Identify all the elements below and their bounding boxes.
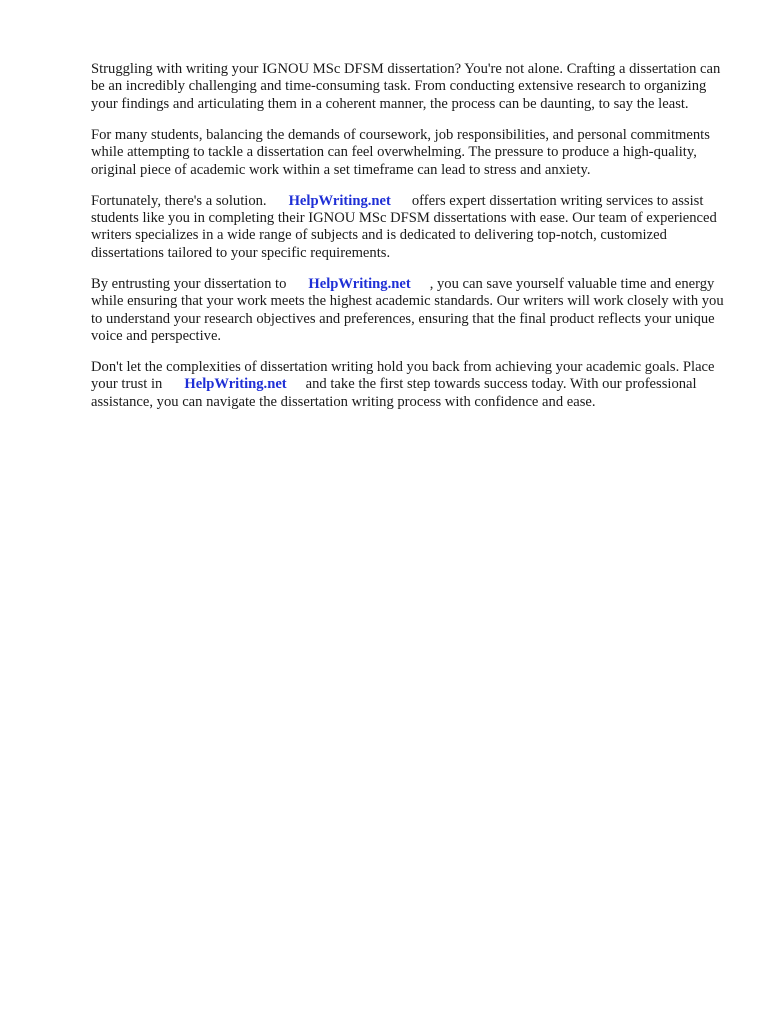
document-body	[91, 61, 731, 425]
helpwriting-link[interactable]: HelpWriting.net	[184, 376, 287, 393]
paragraph-closing-lead: Don't let the complexities of dissertation writing hold you back from achieving your academic goals. Place your trust in	[91, 359, 715, 393]
paragraph-closing-rest: and take the first step towards success today. With our professional assistance, you can navigate the dissertation writing process with confidence and ease.	[91, 376, 697, 410]
paragraph-entrusting	[91, 276, 731, 346]
paragraph-entrusting-lead: By entrusting your dissertation to	[91, 275, 287, 292]
paragraph-solution	[91, 193, 731, 263]
paragraph-solution-lead: Fortunately, there's a solution.	[91, 192, 267, 209]
paragraph-entrusting-rest: , you can save yourself valuable time and energy while ensuring that your work meets the highest academic standards. Our writers will work closely with you to understand your research objectives and preferences, ensuring that the final product reflects your unique voice and perspective.	[91, 275, 724, 345]
paragraph-solution-rest: offers expert dissertation writing services to assist students like you in completing their IGNOU MSc DFSM dissertations with ease. Our team of experienced writers specializes in a wide range of subjects and is dedicated to delivering top-notch, customized dissertations tailored to your specific requirements.	[91, 192, 717, 261]
paragraph-intro: Struggling with writing your IGNOU MSc DFSM dissertation? You're not alone. Crafting a dissertation can be an incredibly challenging and time-consuming task. From conducting extensive research to organizing your findings and articulating them in a coherent manner, the process can be daunting, to say the least.	[91, 61, 721, 112]
helpwriting-link[interactable]: HelpWriting.net	[288, 192, 391, 209]
helpwriting-link[interactable]: HelpWriting.net	[308, 275, 411, 292]
paragraph-challenges: For many students, balancing the demands of coursework, job responsibilities, and personal commitments while attempting to tackle a dissertation can feel overwhelming. The pressure to produce a high-quality, original piece of academic work within a set timeframe can lead to stress and anxiety.	[91, 126, 710, 178]
paragraph-closing	[91, 359, 731, 411]
